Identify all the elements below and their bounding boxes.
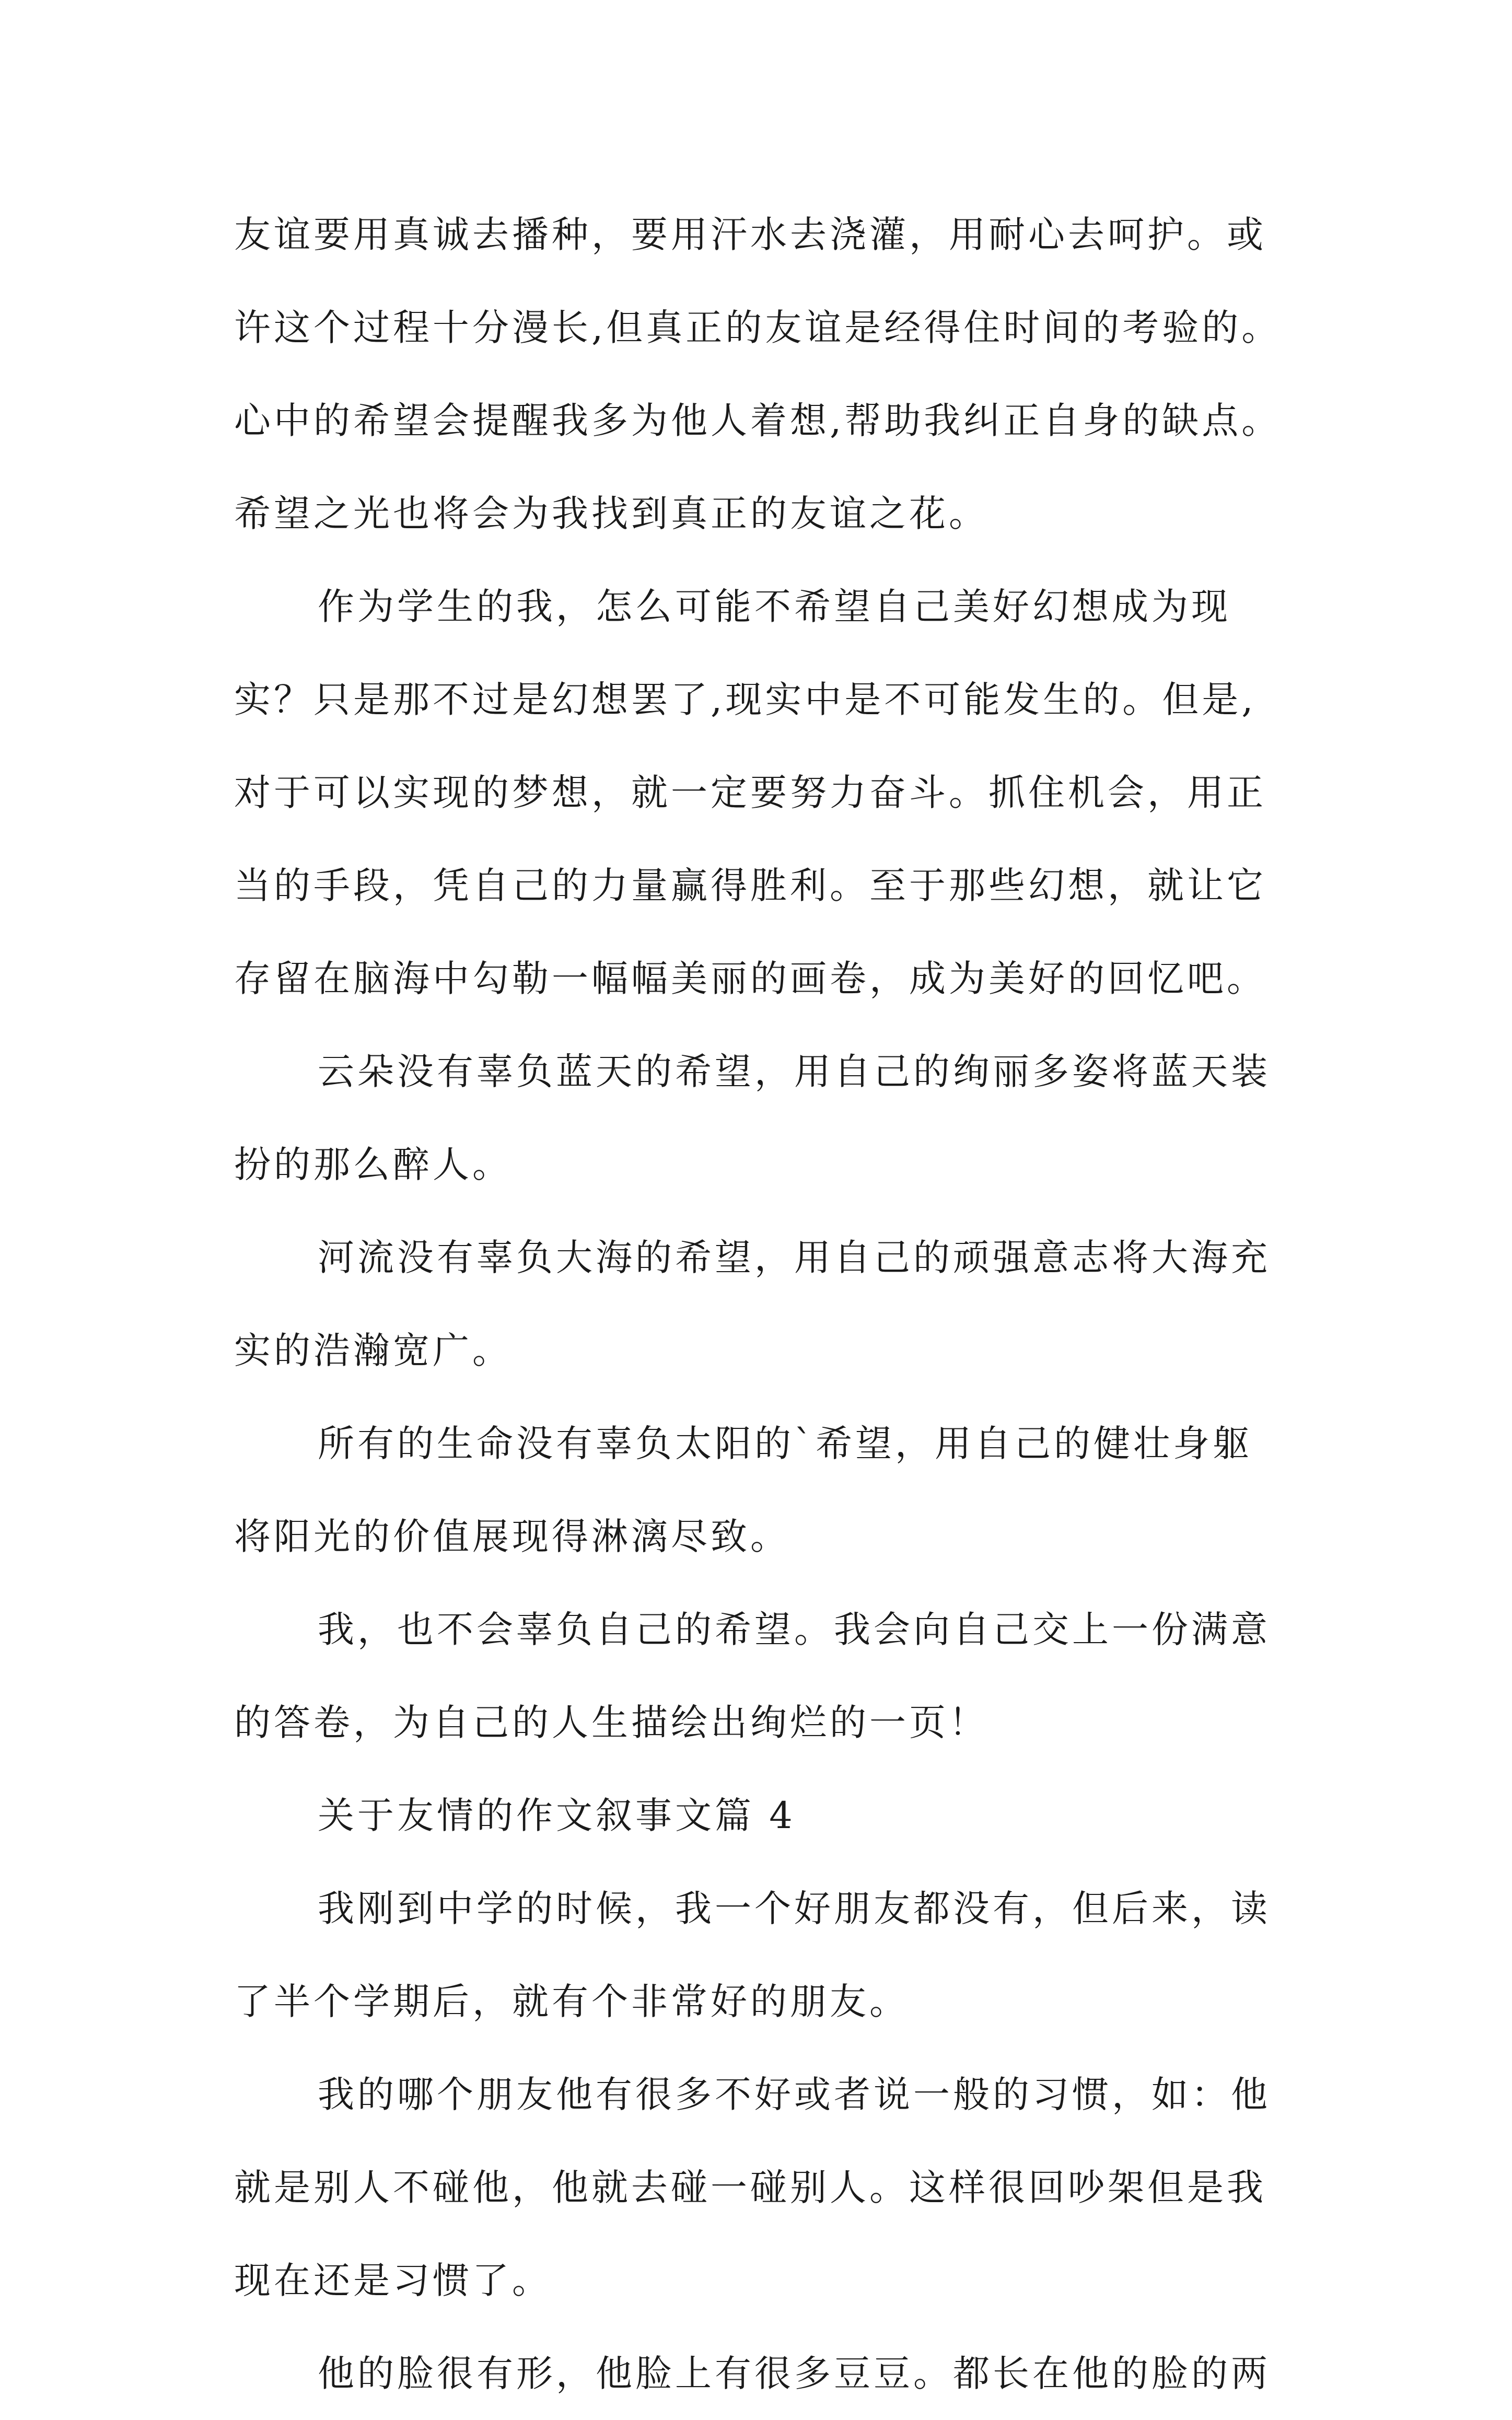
text-line: 他的脸很有形，他脸上有很多豆豆。都长在他的脸的两 — [318, 2352, 1271, 2395]
text-line: 现在还是习惯了。 — [234, 2259, 552, 2302]
text-line: 当的手段，凭自己的力量赢得胜利。至于那些幻想，就让它 — [234, 864, 1266, 907]
paragraph-2 — [234, 560, 1342, 1025]
paragraph-5 — [234, 1397, 1342, 1583]
paragraph-8 — [234, 2048, 1342, 2327]
paragraph-3 — [234, 1025, 1342, 1211]
text-line: 河流没有辜负大海的希望，用自己的顽强意志将大海充 — [318, 1236, 1271, 1279]
paragraph-9 — [234, 2327, 1342, 2420]
text-line: 我，也不会辜负自己的希望。我会向自己交上一份满意 — [318, 1608, 1271, 1651]
text-line: 心中的希望会提醒我多为他人着想,帮助我纠正自身的缺点。 — [234, 399, 1282, 442]
paragraph-6 — [234, 1583, 1342, 1769]
text-line: 扮的那么醉人。 — [234, 1143, 512, 1186]
paragraph-1 — [234, 188, 1342, 560]
text-line: 实？只是那不过是幻想罢了,现实中是不可能发生的。但是, — [234, 678, 1257, 721]
text-line: 许这个过程十分漫长,但真正的友谊是经得住时间的考验的。 — [234, 306, 1282, 349]
text-line: 就是别人不碰他，他就去碰一碰别人。这样很回吵架但是我 — [234, 2166, 1266, 2209]
text-line: 云朵没有辜负蓝天的希望，用自己的绚丽多姿将蓝天装 — [318, 1050, 1271, 1093]
text-line: 的答卷，为自己的人生描绘出绚烂的一页！ — [234, 1701, 988, 1744]
text-line: 希望之光也将会为我找到真正的友谊之花。 — [234, 492, 988, 535]
body-text — [234, 188, 1342, 2420]
text-line: 了半个学期后，就有个非常好的朋友。 — [234, 1980, 909, 2023]
section-title: 关于友情的作文叙事文篇 4 — [318, 1794, 796, 1837]
paragraph-7 — [234, 1862, 1342, 2048]
section-heading — [234, 1769, 1342, 1862]
paragraph-4 — [234, 1211, 1342, 1397]
text-line: 对于可以实现的梦想，就一定要努力奋斗。抓住机会，用正 — [234, 771, 1266, 814]
text-line: 所有的生命没有辜负太阳的`希望，用自己的健壮身躯 — [318, 1422, 1252, 1465]
text-line: 存留在脑海中勾勒一幅幅美丽的画卷，成为美好的回忆吧。 — [234, 957, 1266, 1000]
text-line: 实的浩瀚宽广。 — [234, 1329, 512, 1372]
text-line: 友谊要用真诚去播种，要用汗水去浇灌，用耐心去呵护。或 — [234, 213, 1266, 256]
text-line: 我的哪个朋友他有很多不好或者说一般的习惯，如：他 — [318, 2073, 1271, 2116]
text-line: 作为学生的我，怎么可能不希望自己美好幻想成为现 — [318, 585, 1231, 628]
text-line: 我刚到中学的时候，我一个好朋友都没有，但后来，读 — [318, 1887, 1271, 1930]
text-line: 将阳光的价值展现得淋漓尽致。 — [234, 1515, 790, 1558]
